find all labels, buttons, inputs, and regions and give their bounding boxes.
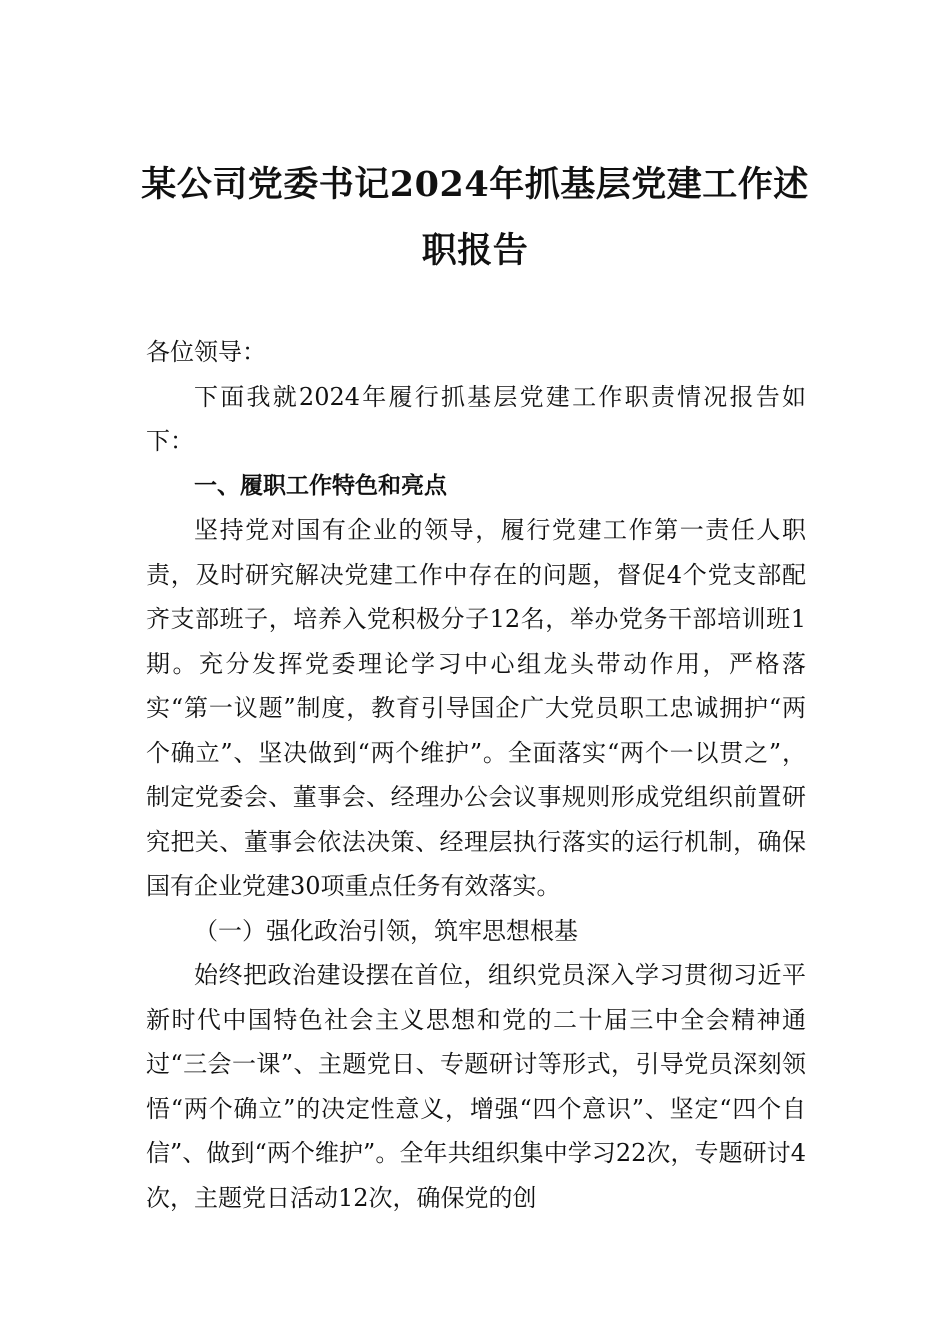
subsection-1-paragraph: 始终把政治建设摆在首位，组织党员深入学习贯彻习近平新时代中国特色社会主义思想和党的二十届三中全会精神通过“三会一课”、主题党日、专题研讨等形式，引导党员深刻领悟“两个确立”的决定性意义，增强“四个意识”、坚定“四个自信”、做到“两个维护”。全年共组织集中学习22次，专题研讨4次，主题党日活动12次，确保党的创 [146, 961, 806, 1212]
section-1-paragraph: 坚持党对国有企业的领导，履行党建工作第一责任人职责，及时研究解决党建工作中存在的问题，督促4个党支部配齐支部班子，培养入党积极分子12名，举办党务干部培训班1期。充分发挥党委理论学习中心组龙头带动作用，严格落实“第一议题”制度，教育引导国企广大党员职工忠诚拥护“两个确立”、坚决做到“两个维护”。全面落实“两个一以贯之”，制定党委会、董事会、经理办公会议事规则形成党组织前置研究把关、董事会依法决策、经理层执行落实的运行机制，确保国有企业党建30项重点任务有效落实。 [146, 516, 806, 900]
intro-paragraph: 下面我就2024年履行抓基层党建工作职责情况报告如下： [146, 382, 806, 455]
document-title: 某公司党委书记2024年抓基层党建工作述职报告 [141, 164, 809, 271]
subsection-heading-1: （一）强化政治引领，筑牢思想根基 [194, 916, 578, 945]
document-body [146, 330, 806, 1220]
section-heading-1: 一、履职工作特色和亮点 [194, 472, 447, 499]
salutation: 各位领导： [146, 338, 266, 366]
